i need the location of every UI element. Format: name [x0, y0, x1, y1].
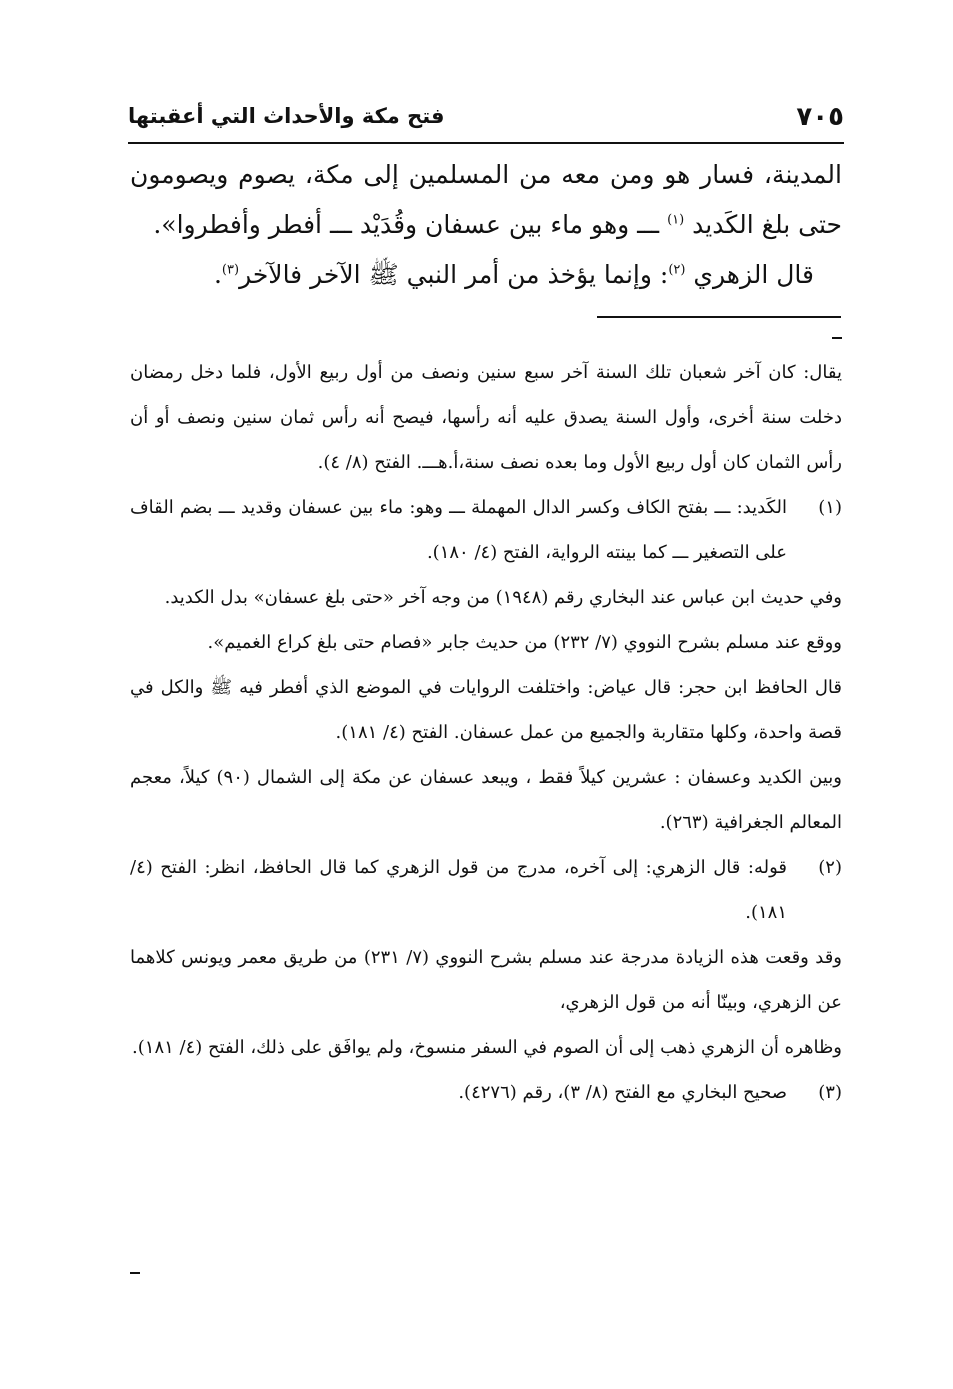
page-number: ٧٠٥	[796, 102, 844, 132]
footnote-ref-1[interactable]: (١)	[667, 212, 685, 228]
continuation-marker	[832, 337, 842, 339]
footnote-paragraph: وفي حديث ابن عباس عند البخاري رقم (١٩٤٨) من وجه آخر «حتى بلغ عسفان» بدل الكديد.	[164, 587, 842, 608]
footnotes	[130, 350, 842, 1115]
footnote-paragraph: صحيح البخاري مع الفتح (٨/ ٣)، رقم (٤٢٧٦).	[458, 1082, 787, 1103]
footnote-3	[130, 1070, 842, 1115]
footnote-number: (١)	[818, 497, 842, 518]
footnote-paragraph: وبين الكديد وعسفان : عشرين كيلاً فقط ، ويبعد عسفان عن مكة إلى الشمال (٩٠) كيلاً، معجم المعالم الجغرافية (٢٦٣).	[130, 767, 842, 833]
main-line-2a: قال الزهري	[685, 260, 814, 289]
footnote-paragraph: ووقع عند مسلم بشرح النووي (٧/ ٢٣٢) من حديث جابر «فصام حتى بلغ كراع الغميم».	[207, 632, 842, 653]
main-line-2b: : وإنما يؤخذ من أمر النبي ﷺ الآخر فالآخر	[239, 260, 669, 289]
main-text	[130, 150, 842, 300]
main-line-2c: .	[213, 260, 222, 289]
footnote-paragraph: وظاهره أن الزهري ذهب إلى أن الصوم في السفر منسوخ، ولم يوافَق على ذلك، الفتح (٤/ ١٨١).	[132, 1037, 842, 1058]
footnote-continuation: يقال: كان آخر شعبان تلك السنة آخر سبع سنين ونصف من أول ربيع الأول، فلما دخل رمضان دخلت سنة أخرى، وأول السنة يصدق عليه أنه رأسها، فيصح أنه رأس ثمان سنين ونصف أو أن رأس الثمان كان أول ربيع الأول وما بعده نصف سنة،أ.هـــ. الفتح (٨/ ٤).	[130, 362, 842, 473]
footnote-number: (٢)	[818, 857, 842, 878]
footnote-1	[130, 485, 842, 845]
main-paragraph-1	[130, 150, 842, 250]
footnote-paragraph: قال الحافظ ابن حجر: قال عياض: واختلفت الروايات في الموضع الذي أفطر فيه ﷺ والكل في قصة واحدة، وكلها متقاربة والجميع من عمل عسفان. الفتح (٤/ ١٨١).	[130, 677, 842, 743]
footnote-number: (٣)	[818, 1082, 842, 1103]
footnote-paragraph: قوله: قال الزهري: إلى آخره، مدرج من قول الزهري كما قال الحافظ، انظر: الفتح (٤/ ١٨١).	[130, 857, 787, 923]
page-header	[128, 100, 844, 140]
footnote-separator	[597, 316, 841, 318]
footnote-ref-2[interactable]: (٢)	[668, 262, 686, 278]
footnote-paragraph: الكَديد: ـــ بفتح الكاف وكسر الدال المهملة ـــ وهو: ماء بين عسفان وقديد ـــ بضم القاف على التصغير ـــ كما بينته الرواية، الفتح (٤/ ١٨٠).	[130, 497, 787, 563]
main-paragraph-2	[130, 250, 842, 300]
main-line-1b: ـــ وهو ماء بين عسفان وقُدَيْد ـــ أفطر وأفطروا».	[153, 210, 668, 239]
footnote-paragraph: وقد وقعت هذه الزيادة مدرجة عند مسلم بشرح النووي (٧/ ٢٣١) من طريق معمر ويونس كلاهما عن الزهري، وبينّا أنه من قول الزهري،	[130, 947, 842, 1013]
header-rule	[128, 142, 844, 144]
footnote-ref-3[interactable]: (٣)	[221, 262, 240, 278]
running-title: فتح مكة والأحداث التي أعقبتها	[128, 104, 445, 128]
footnote-2	[130, 845, 842, 1070]
page-end-marker	[130, 1272, 140, 1274]
main-line-1: المدينة، فسار هو ومن معه من المسلمين إلى مكة، يصوم ويصومون حتى بلغ الكَديد	[130, 160, 842, 239]
